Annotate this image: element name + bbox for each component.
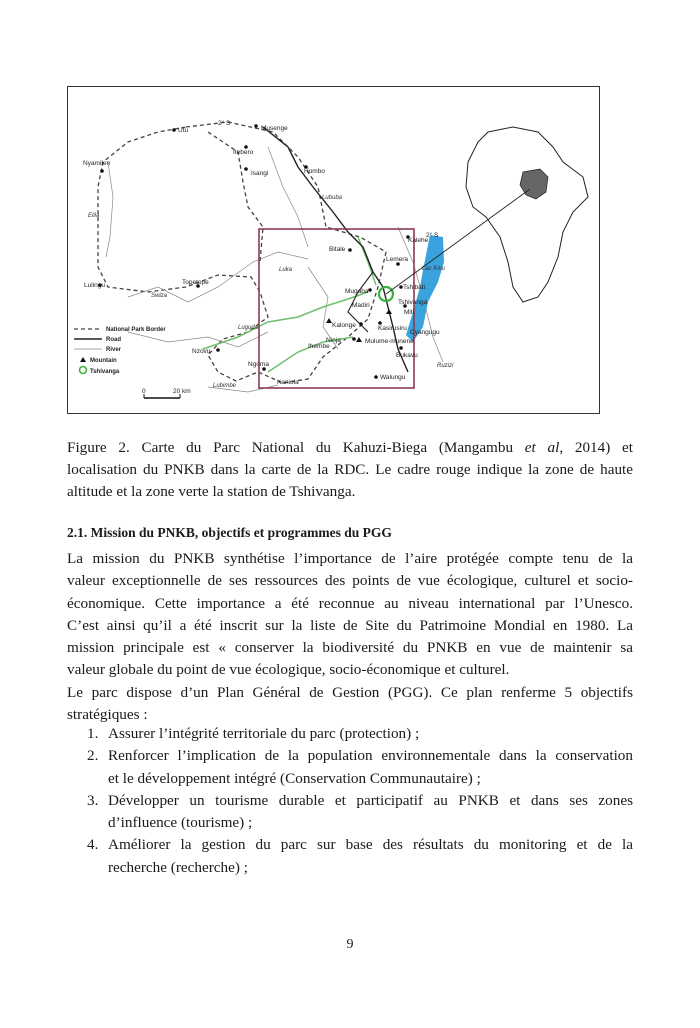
list-item [67,790,633,835]
place-label-kaniola: Kaniola [277,379,299,386]
place-label-lemera: Lemera [386,256,409,263]
river-line [128,332,268,347]
map-legend [74,327,166,375]
list-item-line: Renforcer l’implication de la population environnementale dans la conservation [108,747,633,765]
green-river [203,292,368,349]
place-label-itebero: Itebero [233,149,254,156]
place-dot [172,128,176,132]
scale-label-zero: 0 [142,388,146,395]
place-label-tshivanga: Tshivanga [398,299,428,306]
scale-bar [142,388,191,398]
list-item [67,834,633,879]
caption-line-2: localisation du PNKB dans la carte de la RDC. Le cadre rouge indique la zone de haute [67,461,633,478]
legend-border-label: National Park Border [106,327,166,333]
place-label-walungu: Walungu [380,374,406,381]
legend-road-label: Road [106,337,121,343]
place-dot [374,375,378,379]
list-item-line: d’influence (tourisme) ; [108,814,253,832]
list-number: 3. [87,791,99,809]
legend-mountain-label: Mountain [90,358,117,364]
latitude-label: 2° S [218,120,231,127]
legend-station-label: Tshivanga [90,369,120,375]
map-figure [67,86,600,414]
place-label-cyangugu: Cyangugu [410,329,440,336]
list-item [67,745,633,790]
place-label-tshibati: Tshibati [403,284,426,291]
paragraph-line: mission principale est « conserver la biodiversité du PNKB en vue de maintenir sa [67,639,633,657]
place-label-ngoma: Ngoma [248,361,269,368]
place-label-kasirusiru: Kasirusiru [378,325,407,332]
place-label-mugaba: Mugaba [345,288,369,295]
lake-label-kivu: Lac Kivu [422,266,446,272]
legend-mountain-icon [80,357,86,362]
list-number: 4. [87,836,99,854]
place-label-kalonge: Kalonge [332,322,356,329]
place-label-hombo: Hombo [304,168,325,175]
place-dot [254,124,258,128]
place-label-nzovu: Nzovu [192,348,211,355]
place-label-mulume-munene: Mulume-munene [365,338,414,345]
place-label-utu: Utu [178,127,189,134]
latitude-label: 2° S [426,232,439,239]
place-label-musenge: Musenge [261,125,288,132]
list-item-line: Assurer l’intégrité territoriale du parc (protection) ; [108,725,420,742]
mountain-icon [356,337,362,342]
place-dot [399,346,403,350]
place-label-isangi: Isangi [251,170,269,177]
scale-label-20km: 20 km [173,388,191,395]
river-label-lubimbe: Lubimbe [213,383,237,389]
place-label-lulingu: Lulingu [84,282,105,289]
place-label-madiri: Madiri [352,302,370,309]
section-title: 2.1. Mission du PNKB, objectifs et programmes du PGG [67,525,392,540]
paragraph-line: valeur globale du point de vue écologique, socio-économique et culturel. [67,661,510,679]
place-label-bitale: Bitale [329,246,346,253]
river-label-luguda: Luguda [238,325,259,331]
place-dot [244,167,248,171]
list-item-line: Améliorer la gestion du parc sur base des résultats du monitoring et de la [108,836,633,854]
list-item-line: Développer un tourisme durable et participatif au PNKB et dans ses zones [108,791,633,809]
caption-line-1 [67,437,633,459]
river-label-ruzizi: Ruzizi [437,363,454,369]
list-item-line: recherche (recherche) ; [108,858,248,876]
figure-caption [67,437,633,503]
river-label-swiza: Swiza [151,293,168,299]
caption-et-al: et al [524,439,560,456]
river-line [106,162,113,257]
list-item-line: et le développement intégré (Conservation Communautaire) ; [108,769,481,787]
caption-text: , 2014) et [559,439,633,456]
objectives-list [67,723,633,879]
place-dot [368,288,372,292]
place-label-kalehe: Kalehe [408,237,429,244]
place-dot [359,322,363,326]
river-line [268,147,308,247]
place-label-nyamilen: Nyamilen [83,160,111,167]
paragraph-line: valeur exceptionnelle de ses ressources des points de vue écologique, culturel et socio- [67,572,633,590]
mountain-icon [386,309,392,314]
body-paragraphs [67,548,633,726]
place-label-topetope: Topetope [182,279,209,286]
list-number: 2. [87,747,99,765]
place-label-miti: Miti [404,309,415,316]
place-dot [100,169,104,173]
place-label-ninja: Ninja [326,337,341,344]
river-label-luka: Luka [279,267,293,273]
caption-line-3: altitude et la zone verte la station de Tshivanga. [67,483,356,500]
paragraph-line: stratégiques : [67,706,148,724]
place-label-bukavu: Bukavu [396,352,418,359]
legend-river-label: River [106,347,122,353]
africa-outline [466,127,588,302]
park-map [68,87,601,415]
place-dot [216,348,220,352]
paragraph-line: La mission du PNKB synthétise l’importance de l’aire protégée compte tenu de la [67,550,633,567]
paragraph-line: économique. Cette importance a été reconnue au niveau international par l’Unesco. [67,594,633,612]
place-dot [348,248,352,252]
caption-text: Figure 2. Carte du Parc National du Kahuzi-Biega (Mangambu [67,439,525,456]
paragraph-line: Le parc dispose d’un Plan Général de Gestion (PGG). Ce plan renferme 5 objectifs [67,683,633,701]
river-label-elila: Elila [88,213,100,219]
list-item [67,723,633,745]
paragraph-line: C’est ainsi qu’il a été inscrit sur la liste de Site du Patrimoine Mondial en 1980. La [67,616,633,634]
place-dot [352,337,356,341]
list-number: 1. [87,725,99,742]
river-label-lububa: Lububa [322,195,343,201]
page-number: 9 [346,937,354,952]
place-label-ihembe: Ihembe [308,343,330,350]
legend-station-icon [80,367,87,374]
